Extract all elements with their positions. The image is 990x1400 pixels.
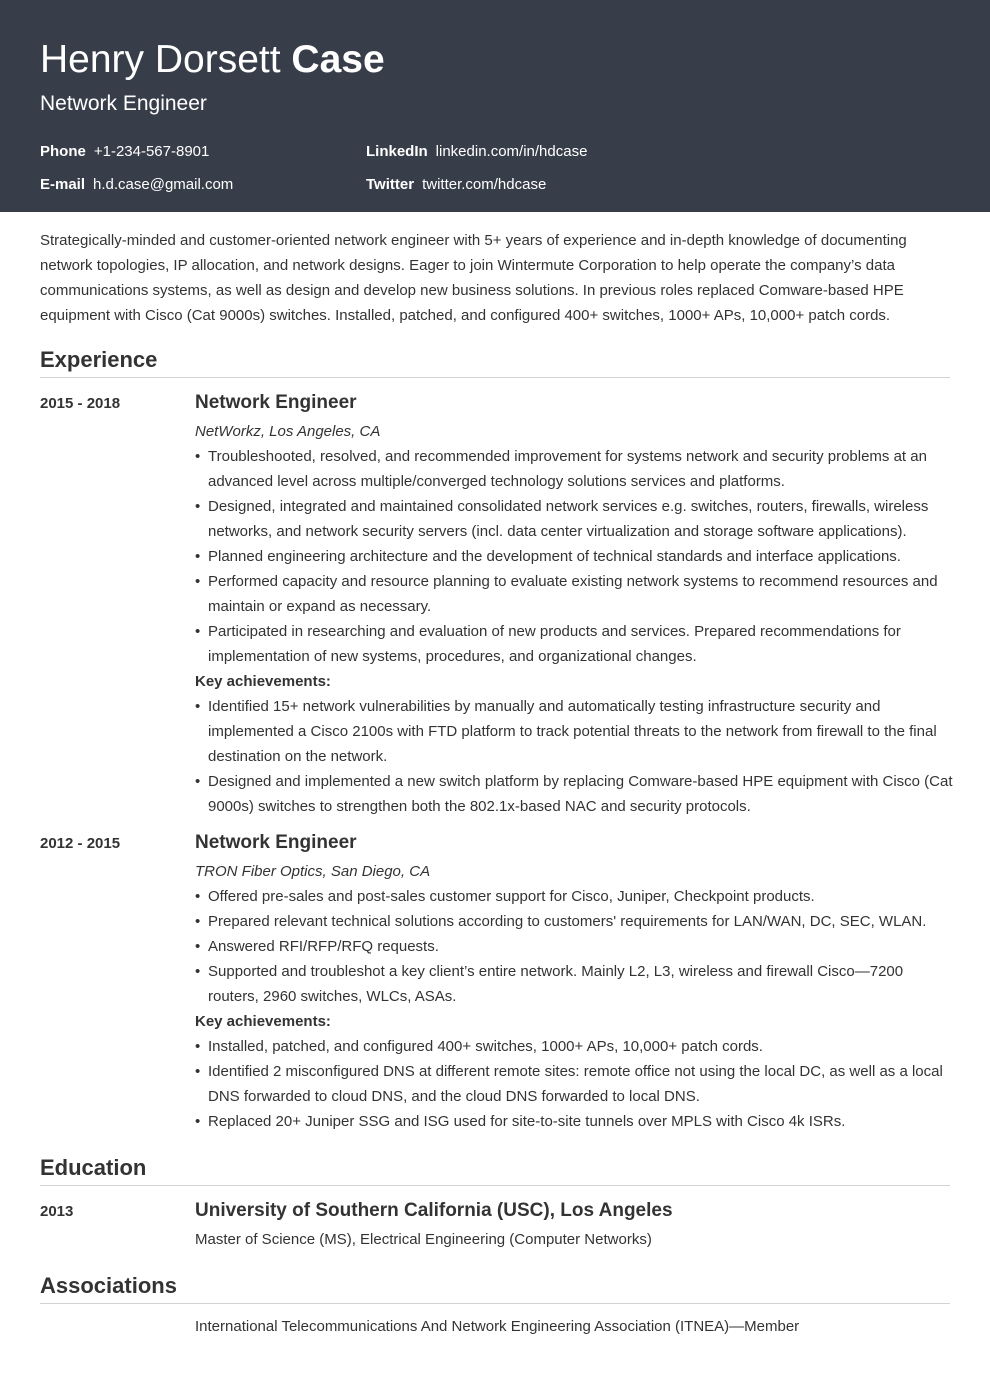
job-title: Network Engineer [195,392,357,413]
section-title-education: Education [40,1154,950,1186]
key-achievements-label: Key achievements: [195,673,331,690]
contact-linkedin: LinkedIn linkedin.com/in/hdcase [366,143,588,160]
company-location: NetWorkz, Los Angeles, CA [195,423,381,440]
responsibility-list [195,444,955,669]
experience-entry [195,391,955,819]
entry-date: 2012 - 2015 [40,835,121,852]
achievement-list [195,1034,955,1134]
first-name: Henry Dorsett [40,38,281,81]
list-item: • Installed, patched, and configured 400+ switches, 1000+ APs, 10,000+ patch cords. [195,1034,955,1059]
list-item: • Planned engineering architecture and the development of technical standards and interface applications. [195,544,955,569]
last-name: Case [291,38,385,81]
degree: Master of Science (MS), Electrical Engineering (Computer Networks) [195,1231,652,1248]
list-item: • Performed capacity and resource planning to evaluate existing network systems to recommend resources and maintain or expand as necessary. [195,569,955,619]
list-item: • Identified 2 misconfigured DNS at different remote sites: remote office not using the local DC, as well as a local DNS forwarded to cloud DNS, and the cloud DNS forwarded to local DNS. [195,1059,955,1109]
list-item: • Offered pre-sales and post-sales customer support for Cisco, Juniper, Checkpoint products. [195,884,955,909]
resume-header [0,0,990,212]
contact-email: E-mail h.d.case@gmail.com [40,176,234,193]
key-achievements-label: Key achievements: [195,1013,331,1030]
list-item: • Prepared relevant technical solutions according to customers' requirements for LAN/WAN, DC, SEC, WLAN. [195,909,955,934]
company-location: TRON Fiber Optics, San Diego, CA [195,863,431,880]
list-item: • Answered RFI/RFP/RFQ requests. [195,934,955,959]
list-item: • Troubleshooted, resolved, and recommended improvement for systems network and security problems at an advanced level across multiple/converged technology solutions services and platforms. [195,444,955,494]
contact-phone: Phone +1-234-567-8901 [40,143,210,160]
list-item: • Identified 15+ network vulnerabilities by manually and automatically testing infrastructure security and implemented a Cisco 2100s with FTD platform to track potential threats to the network from firewall to the final destination on the network. [195,694,955,769]
list-item: • Participated in researching and evaluation of new products and services. Prepared recommendations for implementation of new systems, procedures, and organizational changes. [195,619,955,669]
education-year: 2013 [40,1203,74,1220]
contact-twitter: Twitter twitter.com/hdcase [366,176,547,193]
section-title-associations: Associations [40,1272,950,1304]
candidate-name [40,38,950,82]
school-name: University of Southern California (USC), Los Angeles [195,1200,673,1221]
education-entry [195,1199,955,1252]
job-headline: Network Engineer [40,92,207,115]
list-item: • Replaced 20+ Juniper SSG and ISG used for site-to-site tunnels over MPLS with Cisco 4k ISRs. [195,1109,955,1134]
summary-paragraph: Strategically-minded and customer-oriented network engineer with 5+ years of experience and in-depth knowledge of documenting network topologies, IP allocation, and network designs. Eager to join Wintermute Corporation to help operate the company’s data communications systems, as well as design and develop new business solutions. In previous roles replaced Comware-based HPE equipment with Cisco (Cat 9000s) switches. Installed, patched, and configured 400+ switches, 1000+ APs, 10,000+ patch cords. [40,232,907,324]
entry-date: 2015 - 2018 [40,395,121,412]
list-item: • Designed, integrated and maintained consolidated network services e.g. switches, routers, firewalls, wireless networks, and network security servers (incl. data center virtualization and storage software applications). [195,494,955,544]
list-item: • Supported and troubleshot a key client’s entire network. Mainly L2, L3, wireless and firewall Cisco—7200 routers, 2960 switches, WLCs, ASAs. [195,959,955,1009]
experience-entry [195,831,955,1134]
list-item: • Designed and implemented a new switch platform by replacing Comware-based HPE equipment with Cisco (Cat 9000s) switches to strengthen both the 802.1x-based NAC and security protocols. [195,769,955,819]
responsibility-list [195,884,955,1009]
section-title-experience: Experience [40,346,950,378]
association-entry [195,1314,955,1339]
achievement-list [195,694,955,819]
association-text: International Telecommunications And Network Engineering Association (ITNEA)—Member [195,1318,800,1335]
job-title: Network Engineer [195,832,357,853]
